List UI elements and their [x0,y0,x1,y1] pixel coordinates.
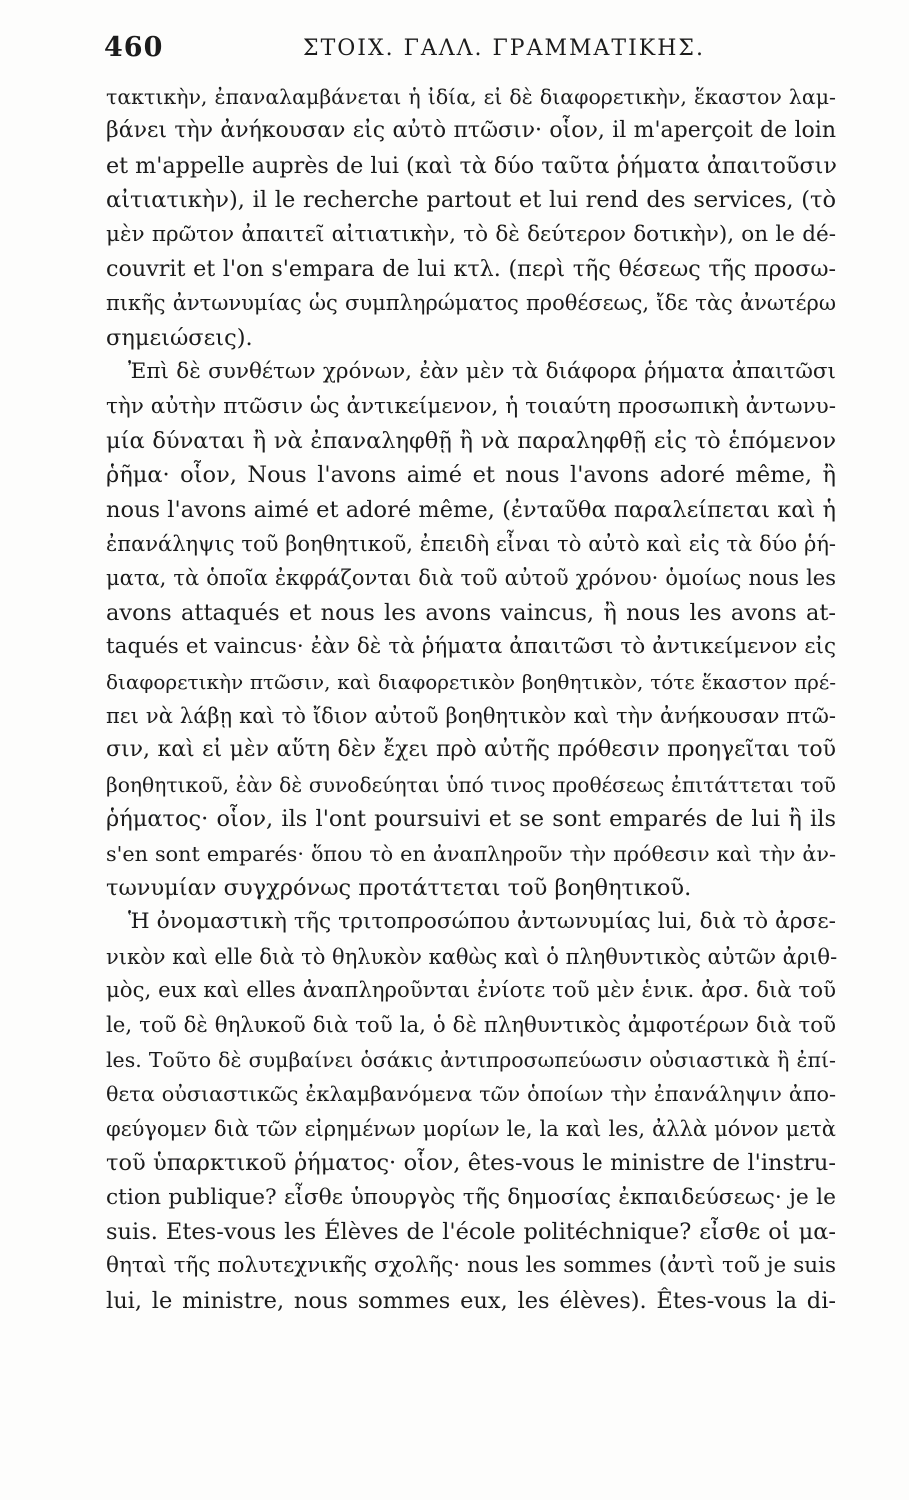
text-line: θηταὶ τῆς πολυτεχνικῆς σχολῆς· nous les sommes (ἀντὶ τοῦ je suis [106,1253,836,1279]
text-line: taqués et vaincus· ἐὰν δὲ τὰ ῥήματα ἀπαιτῶσι τὸ ἀντικείμενον εἰς [106,634,836,660]
text-line: lui, le ministre, nous sommes eux, les élèves). Êtes-vous la di- [106,1287,836,1314]
text-line: avons attaqués et nous les avons vaincus, ἢ nous les avons at- [106,599,836,626]
page-number: 460 [104,32,164,63]
text-line: ction publique? εἶσθε ὑπουργὸς τῆς δημοσίας ἐκπαιδεύσεως· je le [106,1184,836,1210]
page-header-title: ΣΤΟΙΧ. ΓΑΛΛ. ΓΡΑΜΜΑΤΙΚΗΣ. [303,36,705,61]
text-line: σιν, καὶ εἰ μὲν αὕτη δὲν ἔχει πρὸ αὐτῆς πρόθεσιν προηγεῖται τοῦ [106,737,836,763]
text-line: βάνει τὴν ἀνήκουσαν εἰς αὐτὸ πτῶσιν· οἷον, il m'aperçoit de loin [106,118,836,144]
text-line: πει νὰ λάβῃ καὶ τὸ ἴδιον αὐτοῦ βοηθητικὸν καὶ τὴν ἀνήκουσαν πτῶ- [106,704,836,729]
text-line: μὲν πρῶτον ἀπαιτεῖ αἰτιατικὴν, τὸ δὲ δεύτερον δοτικὴν), on le dé- [106,221,836,247]
paragraph-start-line: Ἡ ὀνομαστικὴ τῆς τριτοπροσώπου ἀντωνυμίας lui, διὰ τὸ ἀρσε- [128,909,836,935]
text-line: ῥήματος· οἷον, ils l'ont poursuivi et se sont emparés de lui ἢ ils [106,806,836,833]
text-line: ῥῆμα· οἷον, Nous l'avons aimé et nous l'avons adoré même, ἢ [106,462,836,489]
text-line: s'en sont emparés· ὅπου τὸ en ἀναπληροῦν τὴν πρόθεσιν καὶ τὴν ἀν- [106,841,836,866]
text-line: nous l'avons aimé et adoré même, (ἐνταῦθα παραλείπεται καὶ ἡ [106,496,836,523]
text-line: σημειώσεις). [106,324,253,351]
text-line: suis. Etes-vous les Élèves de l'école politéchnique? εἶσθε οἱ μα- [106,1218,836,1245]
running-head [104,32,844,64]
text-line: πικῆς ἀντωνυμίας ὡς συμπληρώματος προθέσεως, ἴδε τὰς ἀνωτέρω [106,291,836,316]
text-line: θετα οὐσιαστικῶς ἐκλαμβανόμενα τῶν ὁποίων τὴν ἐπανάληψιν ἀπο- [106,1082,836,1107]
paragraph-start-line: Ἐπὶ δὲ συνθέτων χρόνων, ἐὰν μὲν τὰ διάφορα ῥήματα ἀπαιτῶσι [128,359,836,385]
text-line: διαφορετικὴν πτῶσιν, καὶ διαφορετικὸν βοηθητικὸν, τότε ἕκαστον πρέ- [106,669,836,694]
text-line: τακτικὴν, ἐπαναλαμβάνεται ἡ ἰδία, εἰ δὲ διαφορετικὴν, ἕκαστον λαμ- [106,85,836,109]
text-line: φεύγομεν διὰ τῶν εἰρημένων μορίων le, la καὶ les, ἀλλὰ μόνον μετὰ [106,1116,836,1141]
text-line: μία δύναται ἢ νὰ ἐπαναληφθῇ ἢ νὰ παραληφθῇ εἰς τὸ ἑπόμενον [106,427,836,454]
text-line: τωνυμίαν συγχρόνως προτάττεται τοῦ βοηθητικοῦ. [106,874,692,901]
text-line: μὸς, eux καὶ elles ἀναπληροῦνται ἐνίοτε τοῦ μὲν ἑνικ. ἀρσ. διὰ τοῦ [106,978,836,1004]
text-line: νικὸν καὶ elle διὰ τὸ θηλυκὸν καθὼς καὶ ὁ πληθυντικὸς αὐτῶν ἀριθ- [106,944,838,969]
text-line: les. Τοῦτο δὲ συμβαίνει ὁσάκις ἀντιπροσωπεύωσιν οὐσιαστικὰ ἢ ἐπί- [106,1047,836,1072]
text-line: τοῦ ὑπαρκτικοῦ ῥήματος· οἷον, êtes-vous le ministre de l'instru- [106,1150,836,1177]
text-line: βοηθητικοῦ, ἐὰν δὲ συνοδεύηται ὑπό τινος προθέσεως ἐπιτάττεται τοῦ [106,772,836,797]
text-line: ματα, τὰ ὁποῖα ἐκφράζονται διὰ τοῦ αὐτοῦ χρόνου· ὁμοίως nous les [106,566,836,591]
text-line: et m'appelle auprès de lui (καὶ τὰ δύο ταῦτα ῥήματα ἀπαιτοῦσιν [106,152,837,179]
text-line: τὴν αὐτὴν πτῶσιν ὡς ἀντικείμενον, ἡ τοιαύτη προσωπικὴ ἀντωνυ- [106,393,836,419]
body-text [106,80,836,1318]
text-line: ἐπανάληψις τοῦ βοηθητικοῦ, ἐπειδὴ εἶναι τὸ αὐτὸ καὶ εἰς τὰ δύο ῥή- [106,532,836,557]
text-line: le, τοῦ δὲ θηλυκοῦ διὰ τοῦ la, ὁ δὲ πληθυντικὸς ἀμφοτέρων διὰ τοῦ [106,1012,836,1038]
text-line: couvrit et l'on s'empara de lui κτλ. (περὶ τῆς θέσεως τῆς προσω- [106,255,836,282]
text-line: αἰτιατικὴν), il le recherche partout et lui rend des services, (τὸ [106,187,836,214]
